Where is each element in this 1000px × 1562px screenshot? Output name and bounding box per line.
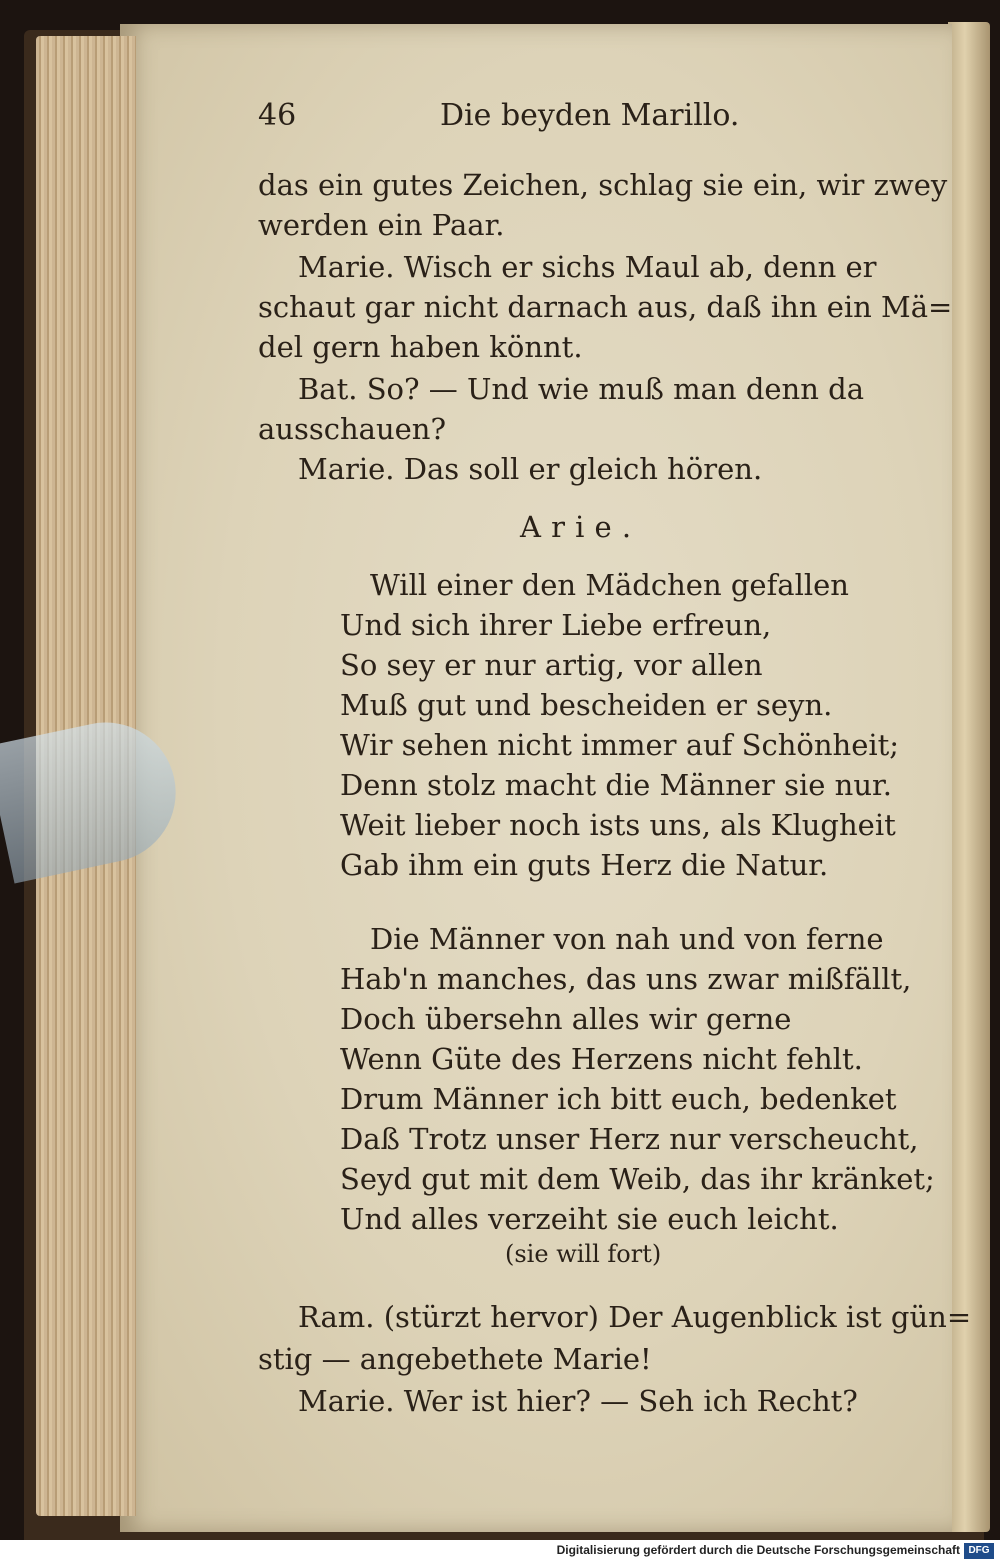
running-title: Die beyden Marillo.	[440, 98, 740, 133]
verse-line: Denn stolz macht die Männer sie nur.	[340, 768, 892, 802]
verse-line: Drum Männer ich bitt euch, bedenket	[340, 1082, 897, 1116]
stage-direction: (sie will fort)	[505, 1240, 662, 1268]
verse-line: Seyd gut mit dem Weib, das ihr kränket;	[340, 1162, 935, 1196]
text-line: das ein gutes Zeichen, schlag sie ein, wir zwey	[258, 168, 948, 202]
verse-line: Wir sehen nicht immer auf Schönheit;	[340, 728, 900, 762]
dfg-logo: DFG	[964, 1543, 994, 1559]
footer-credit: Digitalisierung gefördert durch die Deutsche Forschungsgemeinschaft	[556, 1543, 960, 1557]
verse-line: Und sich ihrer Liebe erfreun,	[340, 608, 772, 642]
text-line: del gern haben könnt.	[258, 330, 583, 364]
aria-title: Arie.	[520, 510, 642, 544]
text-line: stig — angebethete Marie!	[258, 1342, 652, 1376]
verse-line: Und alles verzeiht sie euch leicht.	[340, 1202, 839, 1236]
text-line: Bat. So? — Und wie muß man denn da	[298, 372, 864, 406]
page-number: 46	[258, 98, 297, 133]
text-line: Marie. Das soll er gleich hören.	[298, 452, 763, 486]
verse-line: Doch übersehn alles wir gerne	[340, 1002, 792, 1036]
verse-line: Gab ihm ein guts Herz die Natur.	[340, 848, 829, 882]
text-line: werden ein Paar.	[258, 208, 505, 242]
verse-line: Daß Trotz unser Herz nur verscheucht,	[340, 1122, 919, 1156]
text-line: Ram. (stürzt hervor) Der Augenblick ist gün=	[298, 1300, 972, 1334]
verse-line: Will einer den Mädchen gefallen	[370, 568, 849, 602]
verse-line: Wenn Güte des Herzens nicht fehlt.	[340, 1042, 863, 1076]
text-line: Marie. Wer ist hier? — Seh ich Recht?	[298, 1384, 858, 1418]
verse-line: Muß gut und bescheiden er seyn.	[340, 688, 833, 722]
verse-line: So sey er nur artig, vor allen	[340, 648, 763, 682]
text-line: schaut gar nicht darnach aus, daß ihn ein Mä=	[258, 290, 953, 324]
verse-line: Hab'n manches, das uns zwar mißfällt,	[340, 962, 912, 996]
verse-line: Die Männer von nah und von ferne	[370, 922, 884, 956]
verse-line: Weit lieber noch ists uns, als Klugheit	[340, 808, 896, 842]
text-line: ausschauen?	[258, 412, 447, 446]
text-line: Marie. Wisch er sichs Maul ab, denn er	[298, 250, 877, 284]
